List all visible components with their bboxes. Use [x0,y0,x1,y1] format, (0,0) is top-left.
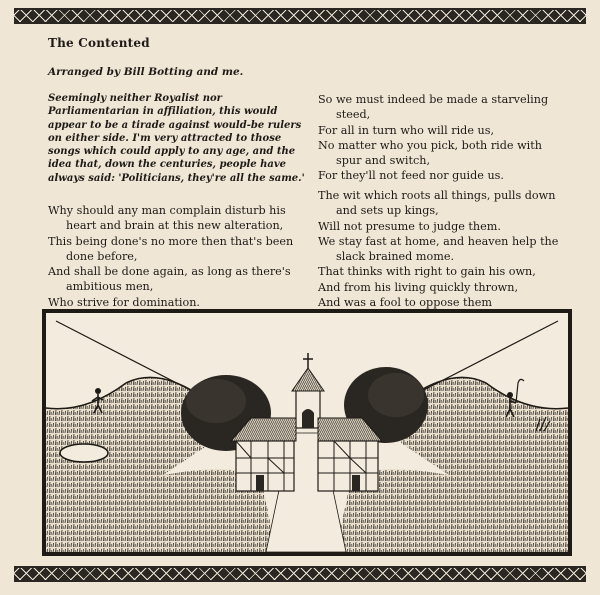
verse-2 [318,92,548,184]
lyric-line: Who strive for domination. [48,295,200,309]
lyric-line: For all in turn who will ride us, [318,123,495,137]
lyric-line: And from his living quickly thrown, [318,280,519,294]
house-right [318,441,378,491]
lyric-line: That thinks with right to gain his own, [318,265,536,279]
verse-3 [318,188,558,310]
lyric-line: ambitious men, [66,280,154,294]
lyric-line: heart and brain at this new alteration, [66,219,284,233]
lyric-line: and sets up kings, [336,204,439,218]
lyric-line: Why should any man complain disturb his [48,204,286,217]
song-title: The Contented [48,36,150,50]
lyric-line: This being done's no more then that's been [48,234,294,248]
lyric-line: The wit which roots all things, pulls down [318,189,556,202]
pond [60,444,108,462]
lyric-line: spur and switch, [336,154,431,168]
decorative-border-bottom [14,566,586,582]
lyric-line: We stay fast at home, and heaven help the [318,234,559,248]
house-left [236,441,294,491]
lyric-line: For they'll not feed nor guide us. [318,169,504,183]
lyric-line: slack brained mome. [336,250,455,264]
village-drawing [46,313,568,552]
lyric-line: steed, [336,108,371,122]
village-illustration [42,309,572,556]
lyric-line: So we must indeed be made a starveling [318,93,549,106]
lyric-line: And shall be done again, as long as there's [48,265,291,279]
verse-1 [48,203,293,310]
intro-note: Seemingly neither Royalist nor Parliamentarian in affiliation, this would appear to be a tirade against would-be rulers on either side. I'm very attracted to those songs which could apply to any age, and the idea that, down the centuries, people have always said: 'Politicians, they're all the same.' [48,93,305,184]
lyric-line: Will not presume to judge them. [318,219,501,233]
arrangement-credit: Arranged by Bill Botting and me. [48,66,244,78]
lyric-line: No matter who you pick, both ride with [318,138,542,152]
lyric-line: And was a fool to oppose them [318,296,492,310]
lyric-line: done before, [66,249,138,263]
decorative-border-top [14,8,586,24]
